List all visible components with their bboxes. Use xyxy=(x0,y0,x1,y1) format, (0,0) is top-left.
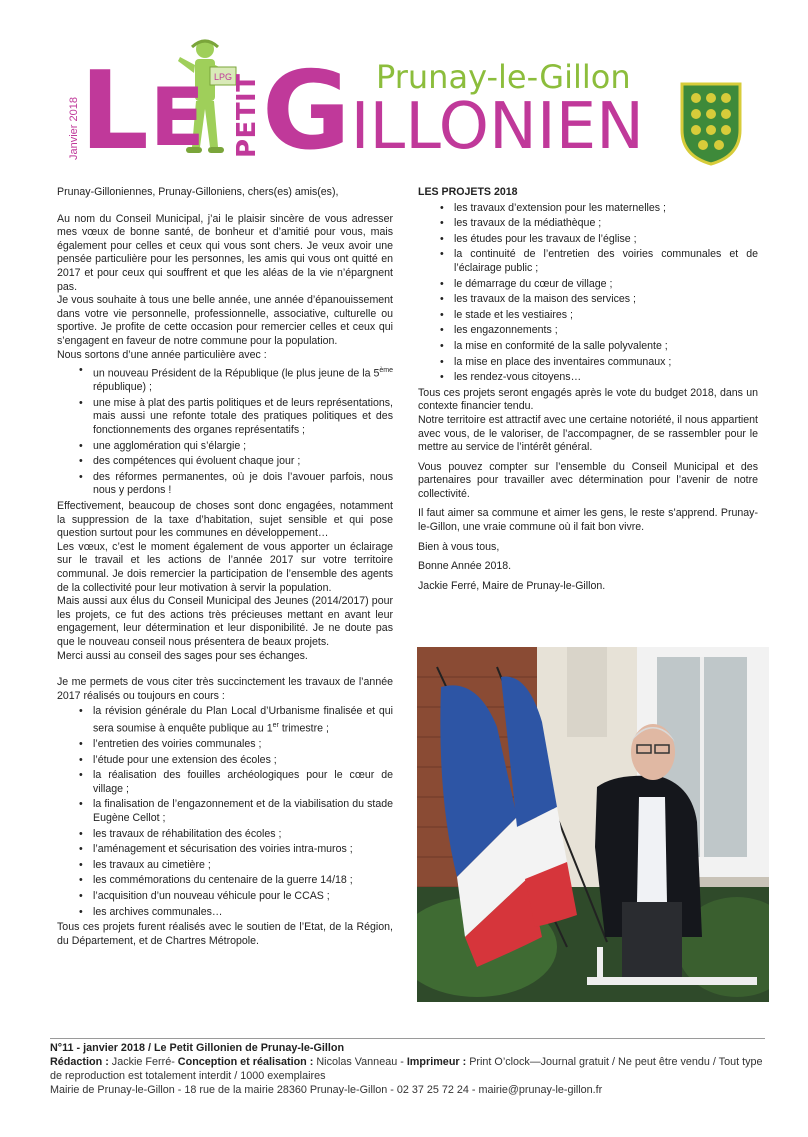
address-line: Mairie de Prunay-le-Gillon - 18 rue de la mairie 28360 Prunay-le-Gillon - 02 37 25 72 24 - mairie@prunay-le-gillon.fr xyxy=(50,1084,603,1096)
paragraph: Je me permets de vous citer très succinctement les travaux de l’année 2017 réalisés ou toujours en cours : xyxy=(57,676,393,702)
issue-date: Janvier 2018 xyxy=(68,97,80,160)
signature: Jackie Ferré, Maire de Prunay-le-Gillon. xyxy=(418,579,606,592)
footer-divider xyxy=(50,1038,765,1039)
list-item: • l’acquisition d’un nouveau véhicule pour le CCAS ; xyxy=(79,890,393,904)
list-item: • la réalisation des fouilles archéologiques pour le cœur de village ; xyxy=(79,769,393,796)
title-g: G xyxy=(262,49,351,174)
paragraph: Merci aussi au conseil des sages pour ses échanges. xyxy=(57,649,308,662)
town-name: Prunay-le-Gillon xyxy=(376,58,631,96)
footer xyxy=(50,1041,765,1097)
list-item: • des réformes permanentes, où je dois l’avouer parfois, nous nous y perdons ! xyxy=(79,471,393,498)
paragraph: Les vœux, c’est le moment également de vous apporter un éclairage sur le travail et les actions de l’année 2017 sur votre territoire communal. Je dois remercier la participation de l’ensemble des agents de la collectivité pour leur motivation à servir la population. xyxy=(57,540,393,594)
list-item: • une mise à plat des partis politiques et de leurs représentations, mais aussi une refonte totale des pratiques politiques et des fonctionnements des organes représentatifs ; xyxy=(79,397,393,438)
paragraph: Tous ces projets furent réalisés avec le soutien de l’Etat, de la Région, du Département, et de Chartres Métropole. xyxy=(57,921,393,947)
greeting: Prunay-Gilloniennes, Prunay-Gilloniens, chers(es) amis(es), xyxy=(57,186,339,198)
paragraph: Mais aussi aux élus du Conseil Municipal des Jeunes (2014/2017) pour les projets, ce fut des actions très précieuses mettant en avant leur engagement, leur détermination et leur disponibilité. Je ne doute pas que le nouveau conseil nous présentera de beaux projets. xyxy=(57,595,393,648)
paragraph: Au nom du Conseil Municipal, j’ai le plaisir sincère de vous adresser mes vœux de bonne santé, de bonheur et d’amitié pour vous, mais également pour celles et ceux qui vous sont chers. Je veux avoir une pensée particulière pour les personnes, les amis qui vous ont quitté en 2017 et pour ceux qui souffrent et que les aléas de la vie n’épargnent pas. xyxy=(57,212,393,293)
coat-of-arms-icon xyxy=(680,80,742,166)
list-item: • les commémorations du centenaire de la guerre 14/18 ; xyxy=(79,874,393,888)
paragraph: Notre territoire est attractif avec une certaine notoriété, il nous appartient avec vous, de le valoriser, de l’accompagner, de se rassembler pour le mettre au service de l’intérêt général. xyxy=(418,413,758,454)
paragraph: Tous ces projets seront engagés après le vote du budget 2018, dans un contexte financier tendu. xyxy=(418,386,758,413)
title-le-l: L xyxy=(80,49,149,174)
list-item: • le stade et les vestiaires ; xyxy=(440,309,758,323)
paragraph: Nous sortons d’une année particulière avec : xyxy=(57,348,267,361)
list-item: • l’entretien des voiries communales ; xyxy=(79,738,393,752)
list-item: • les rendez-vous citoyens… xyxy=(440,371,758,385)
title-le-e: E xyxy=(150,71,205,164)
list-item: • les archives communales… xyxy=(79,906,393,920)
title-petit: PETIT xyxy=(232,73,262,158)
list-item: • l’aménagement et sécurisation des voiries intra-muros ; xyxy=(79,843,393,857)
mayor-photo xyxy=(417,647,769,1002)
list-item: • les travaux d’extension pour les maternelles ; xyxy=(440,202,758,216)
list-item: • les travaux au cimetière ; xyxy=(79,859,393,873)
title-illonien: ILLONIEN xyxy=(350,90,644,164)
list-item: • les travaux de la maison des services ; xyxy=(440,293,758,307)
list-item: • la mise en place des inventaires communaux ; xyxy=(440,356,758,370)
left-column xyxy=(57,186,393,948)
issue-line: N°11 - janvier 2018 / Le Petit Gillonien de Prunay-le-Gillon xyxy=(50,1042,345,1054)
paragraph: Il faut aimer sa commune et aimer les gens, le reste s’apprend. Prunay-le-Gillon, une vraie commune où il fait bon vivre. xyxy=(418,507,758,534)
projects-list xyxy=(418,202,758,385)
list-item: • les études pour les travaux de l’église ; xyxy=(440,233,758,247)
right-column xyxy=(418,186,758,593)
paragraph: Bien à vous tous, xyxy=(418,540,500,553)
list-item: • des compétences qui évoluent chaque jour ; xyxy=(79,455,393,469)
list-item: • les engazonnements ; xyxy=(440,324,758,338)
paragraph: Vous pouvez compter sur l’ensemble du Conseil Municipal et des partenaires pour travailler avec détermination pour l’avenir de notre collectivité. xyxy=(418,460,758,500)
list-item: • les travaux de la médiathèque ; xyxy=(440,217,758,231)
paragraph: Bonne Année 2018. xyxy=(418,560,512,573)
paragraph: Je vous souhaite à tous une belle année, une année d’épanouissement dans votre vie personnelle, professionnelle, associative, culturelle ou sportive. Je profite de cette occasion pour remercier celles et ceux qui s’engagent en faveur de notre commune pour la population. xyxy=(57,294,393,347)
credits-line: Rédaction : Jackie Ferré- Conception et réalisation : Nicolas Vanneau - Imprimeur : Print O’clock—Journal gratuit / Ne peut être vendu / Tout type de reproduction est totalement interdit / 1000 exemplaires xyxy=(50,1056,763,1082)
list-item: • un nouveau Président de la République (le plus jeune de la 5ème république) ; xyxy=(79,364,393,395)
year-list xyxy=(57,364,393,498)
list-item: • une agglomération qui s’élargie ; xyxy=(79,440,393,454)
section-heading: LES PROJETS 2018 xyxy=(418,186,518,198)
list-item: • la continuité de l’entretien des voiries communales et de l’éclairage public ; xyxy=(440,248,758,275)
list-item: • la révision générale du Plan Local d’Urbanisme finalisée et qui sera soumise à enquête publique au 1er trimestre ; xyxy=(79,705,393,736)
paragraph: Effectivement, beaucoup de choses sont donc engagées, notamment la suppression de la taxe d’habitation, sujet sensible et qui pose question surtout pour les communes en développement… xyxy=(57,500,393,540)
svg-text:LPG: LPG xyxy=(213,72,233,82)
list-item: • le démarrage du cœur de village ; xyxy=(440,278,758,292)
list-item: • la mise en conformité de la salle polyvalente ; xyxy=(440,340,758,354)
list-item: • l’étude pour une extension des écoles ; xyxy=(79,754,393,768)
works-list xyxy=(57,705,393,919)
list-item: • la finalisation de l’engazonnement et de la viabilisation du stade Eugène Cellot ; xyxy=(79,798,393,825)
masthead xyxy=(0,0,808,175)
list-item: • les travaux de réhabilitation des écoles ; xyxy=(79,828,393,842)
